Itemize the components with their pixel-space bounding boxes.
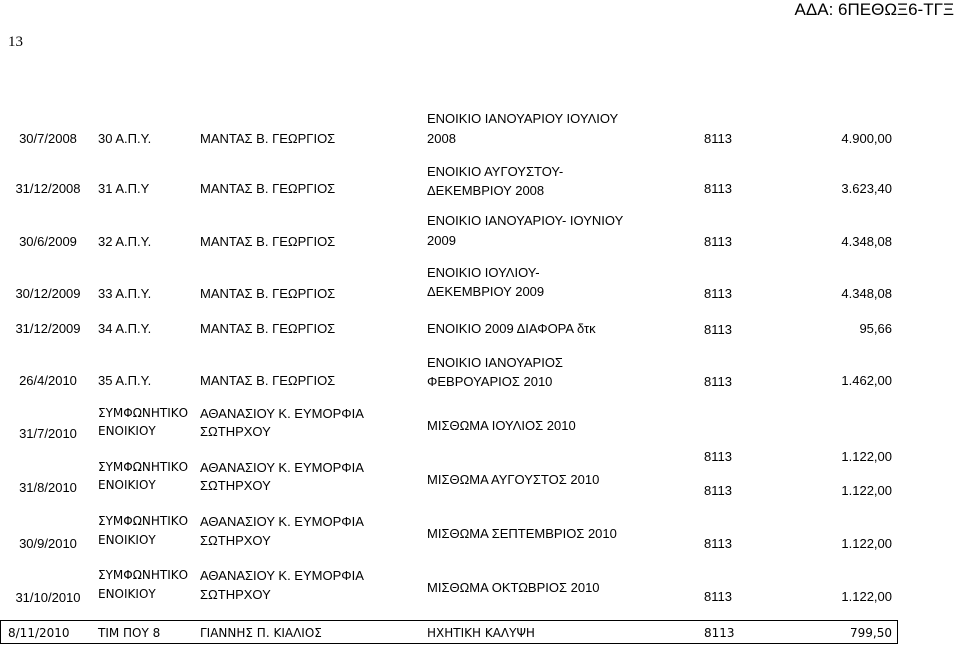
description-line: ΜΙΣΘΩΜΑ ΑΥΓΟΥΣΤΟΣ 2010 [427, 472, 600, 487]
description-line: ΔΕΚΕΜΒΡΙΟΥ 2009 [427, 284, 545, 299]
code-cell: 8113 [704, 234, 732, 249]
description-line: ΕΝΟΙΚΙΟ ΙΑΝΟΥΑΡΙΟΥ ΙΟΥΛΙΟΥ [427, 111, 619, 126]
date-cell: 31/12/2009 [15, 321, 81, 336]
payee-cell: ΜΑΝΤΑΣ Β. ΓΕΩΡΓΙΟΣ [200, 321, 336, 336]
reference-cell: 32 Α.Π.Υ. [98, 234, 152, 249]
payee-line: ΣΩΤΗΡΧΟΥ [200, 478, 271, 493]
description-line: 2008 [427, 131, 456, 146]
reference-line: ΣΥΜΦΩΝΗΤΙΚΟ [98, 460, 189, 474]
code-cell: 8113 [704, 181, 732, 196]
payee-line: ΣΩΤΗΡΧΟΥ [200, 533, 271, 548]
date-cell: 26/4/2010 [19, 373, 77, 388]
date-cell: 31/12/2008 [15, 181, 81, 196]
reference-cell: 31 Α.Π.Υ [98, 181, 150, 196]
payee-line: ΣΩΤΗΡΧΟΥ [200, 424, 271, 439]
table-border-top [0, 620, 898, 621]
date-cell: 31/8/2010 [19, 480, 77, 495]
date-cell: 30/6/2009 [19, 234, 77, 249]
amount-cell: 1.122,00 [841, 449, 892, 464]
amount-cell: 1.122,00 [841, 536, 892, 551]
amount-cell: 4.348,08 [841, 234, 892, 249]
description-line: ΕΝΟΙΚΙΟ ΙΑΝΟΥΑΡΙΟΣ [427, 355, 563, 370]
reference-line: ΣΥΜΦΩΝΗΤΙΚΟ [98, 568, 189, 582]
reference-cell: 35 Α.Π.Υ. [98, 373, 152, 388]
description-line: 2009 [427, 233, 456, 248]
reference-line: ΕΝΟΙΚΙΟΥ [98, 533, 156, 547]
date-cell: 30/12/2009 [15, 286, 81, 301]
payee-cell: ΜΑΝΤΑΣ Β. ΓΕΩΡΓΙΟΣ [200, 234, 336, 249]
date-cell: 8/11/2010 [8, 626, 70, 640]
reference-cell: 33 Α.Π.Υ. [98, 286, 152, 301]
reference-line: ΕΝΟΙΚΙΟΥ [98, 587, 156, 601]
reference-line: ΕΝΟΙΚΙΟΥ [98, 424, 156, 438]
description-line: ΕΝΟΙΚΙΟ ΑΥΓΟΥΣΤΟΥ- [427, 164, 564, 179]
payee-line: ΑΘΑΝΑΣΙΟΥ Κ. ΕΥΜΟΡΦΙΑ [200, 406, 364, 421]
reference-line: ΕΝΟΙΚΙΟΥ [98, 478, 156, 492]
payee-cell: ΜΑΝΤΑΣ Β. ΓΕΩΡΓΙΟΣ [200, 373, 336, 388]
date-cell: 31/10/2010 [15, 590, 81, 605]
description-cell: ΗΧΗΤΙΚΗ ΚΑΛΥΨΗ [427, 626, 535, 640]
date-cell: 30/9/2010 [19, 536, 77, 551]
reference-cell: 34 Α.Π.Υ. [98, 321, 152, 336]
description-line: ΕΝΟΙΚΙΟ ΙΟΥΛΙΟΥ- [427, 265, 540, 280]
payee-cell: ΜΑΝΤΑΣ Β. ΓΕΩΡΓΙΟΣ [200, 131, 336, 146]
amount-cell: 4.348,08 [841, 286, 892, 301]
description-line: ΜΙΣΘΩΜΑ ΣΕΠΤΕΜΒΡΙΟΣ 2010 [427, 526, 617, 541]
payee-cell: ΓΙΑΝΝΗΣ Π. ΚΙΑΛΙΟΣ [200, 626, 322, 640]
reference-line: ΣΥΜΦΩΝΗΤΙΚΟ [98, 514, 189, 528]
table-border-right [897, 620, 898, 644]
code-cell: 8113 [704, 626, 735, 640]
payee-line: ΣΩΤΗΡΧΟΥ [200, 587, 271, 602]
code-cell: 8113 [704, 374, 732, 389]
code-cell: 8113 [704, 131, 732, 146]
code-cell: 8113 [704, 322, 732, 337]
amount-cell: 3.623,40 [841, 181, 892, 196]
payee-line: ΑΘΑΝΑΣΙΟΥ Κ. ΕΥΜΟΡΦΙΑ [200, 568, 364, 583]
description-line: ΕΝΟΙΚΙΟ 2009 ΔΙΑΦΟΡΑ δτκ [427, 321, 596, 336]
code-cell: 8113 [704, 449, 732, 464]
date-cell: 30/7/2008 [19, 131, 77, 146]
description-line: ΜΙΣΘΩΜΑ ΙΟΥΛΙΟΣ 2010 [427, 418, 576, 433]
ada-code: ΑΔΑ: 6ΠΕΘΩΞ6-ΤΓΞ [794, 0, 954, 19]
table-border-bottom [0, 643, 898, 644]
amount-cell: 4.900,00 [841, 131, 892, 146]
description-line: ΦΕΒΡΟΥΑΡΙΟΣ 2010 [427, 374, 553, 389]
reference-cell: 30 Α.Π.Υ. [98, 131, 152, 146]
description-line: ΔΕΚΕΜΒΡΙΟΥ 2008 [427, 183, 545, 198]
payee-line: ΑΘΑΝΑΣΙΟΥ Κ. ΕΥΜΟΡΦΙΑ [200, 460, 364, 475]
description-line: ΜΙΣΘΩΜΑ ΟΚΤΩΒΡΙΟΣ 2010 [427, 580, 600, 595]
code-cell: 8113 [704, 286, 732, 301]
amount-cell: 799,50 [850, 626, 892, 640]
amount-cell: 1.462,00 [841, 373, 892, 388]
amount-cell: 1.122,00 [841, 483, 892, 498]
code-cell: 8113 [704, 589, 732, 604]
description-line: ΕΝΟΙΚΙΟ ΙΑΝΟΥΑΡΙΟΥ- ΙΟΥΝΙΟΥ [427, 213, 624, 228]
page-number: 13 [8, 34, 23, 50]
payee-cell: ΜΑΝΤΑΣ Β. ΓΕΩΡΓΙΟΣ [200, 181, 336, 196]
amount-cell: 1.122,00 [841, 589, 892, 604]
reference-cell: ΤΙΜ ΠΟΥ 8 [98, 626, 161, 640]
amount-cell: 95,66 [859, 321, 892, 336]
date-cell: 31/7/2010 [19, 426, 77, 441]
payee-line: ΑΘΑΝΑΣΙΟΥ Κ. ΕΥΜΟΡΦΙΑ [200, 514, 364, 529]
reference-line: ΣΥΜΦΩΝΗΤΙΚΟ [98, 406, 189, 420]
code-cell: 8113 [704, 536, 732, 551]
table-border-left [0, 620, 1, 644]
code-cell: 8113 [704, 483, 732, 498]
payee-cell: ΜΑΝΤΑΣ Β. ΓΕΩΡΓΙΟΣ [200, 286, 336, 301]
